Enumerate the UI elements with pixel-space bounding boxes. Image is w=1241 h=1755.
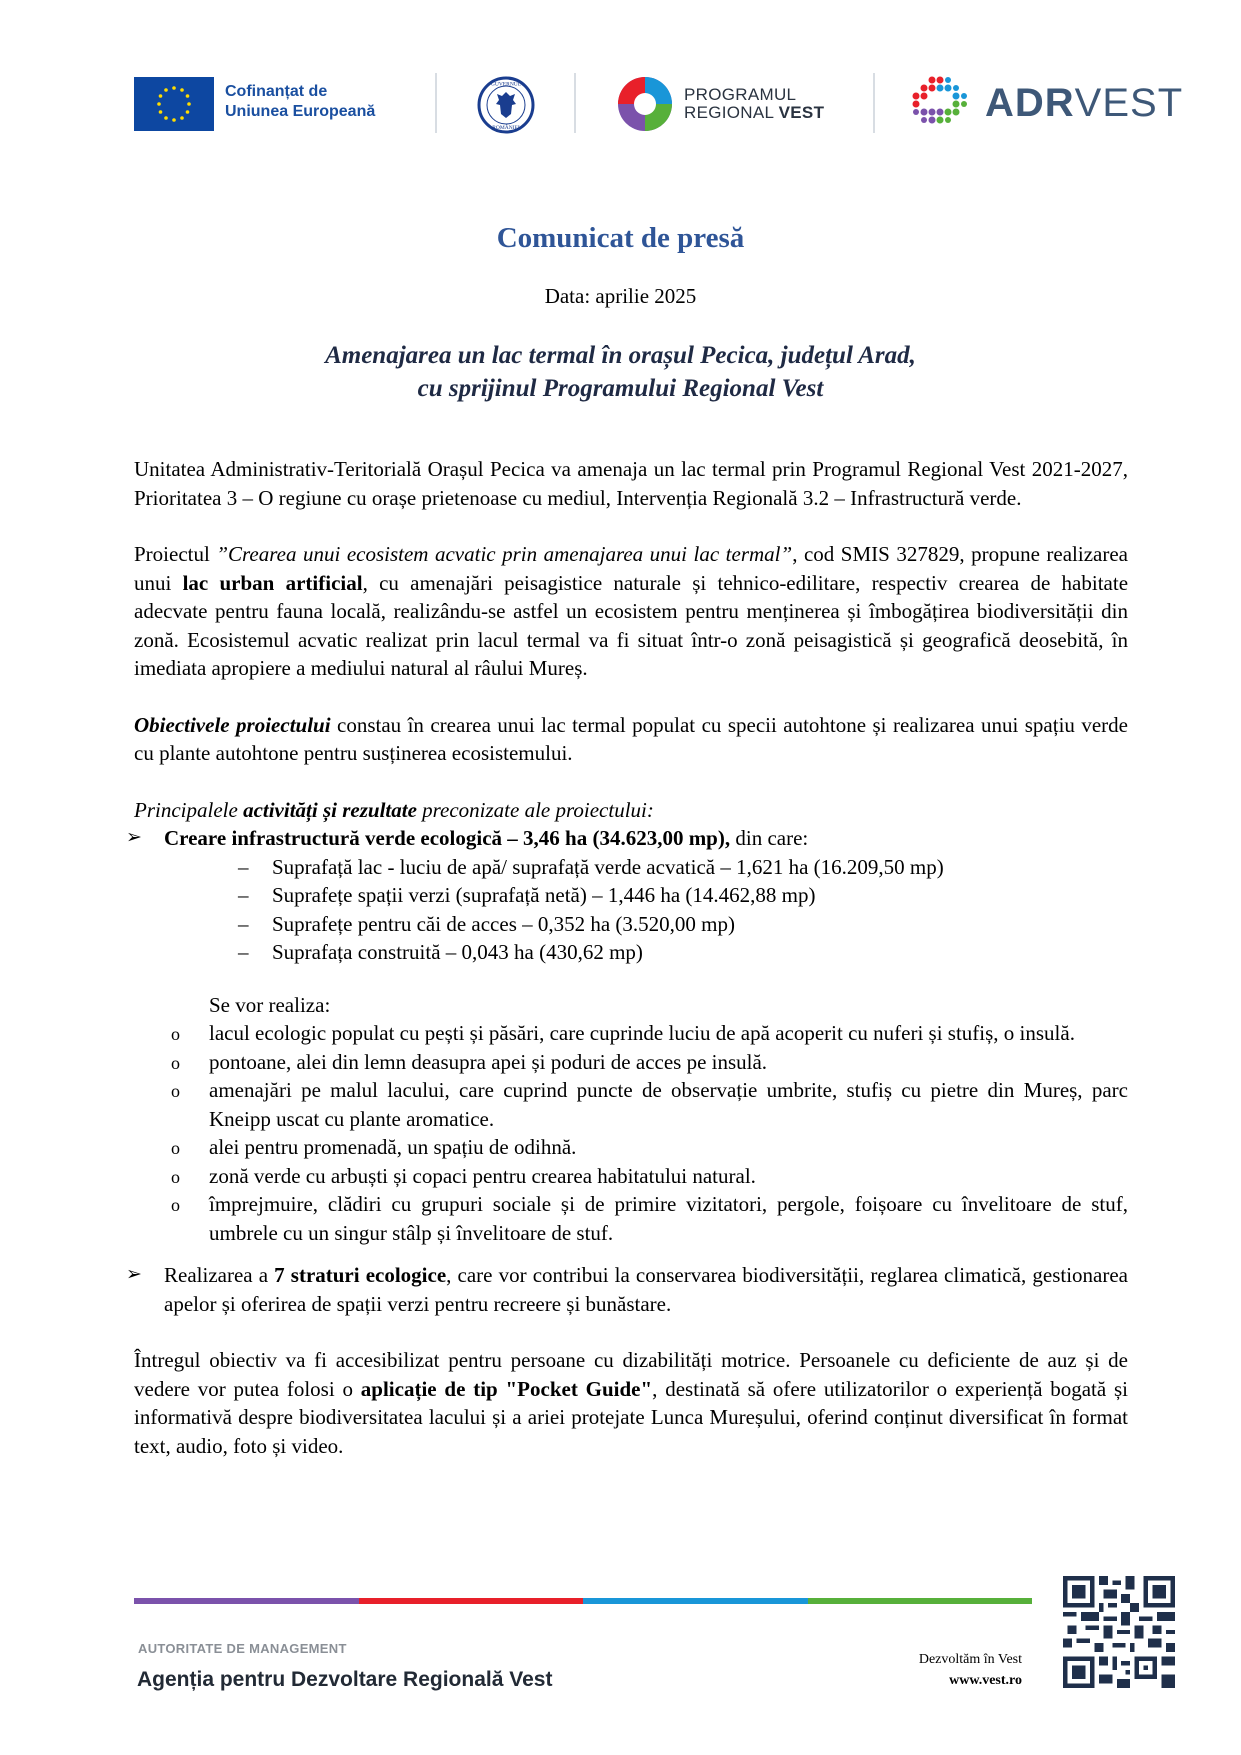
- list-item: [171, 1019, 1128, 1048]
- text: , destinată să ofere utilizatorilor o experiență bogată și informativă despre biodiversitatea lacului și a ariei protejate Lunca Mureșului, oferind conținut diversificat în format text, audio, foto și video.: [134, 1376, 1128, 1458]
- arrow-bullet-icon: ➢: [126, 1264, 142, 1285]
- document-subtitle: [0, 339, 1241, 405]
- prv-text-regional: REGIONAL: [684, 103, 779, 122]
- list-item: [171, 1162, 1128, 1191]
- text: alei pentru promenadă, un spațiu de odihnă.: [209, 1135, 577, 1159]
- text: Proiectul: [134, 542, 217, 566]
- list-item: [238, 910, 1128, 939]
- list-item: [171, 1076, 1128, 1133]
- works-list: [134, 1019, 1128, 1247]
- text: Principalele: [134, 797, 244, 822]
- eu-text-line2: Uniunea Europeană: [225, 103, 376, 120]
- prv-text-vest: VEST: [778, 103, 825, 122]
- list-item: [171, 1048, 1128, 1077]
- dash-bullet-icon: –: [238, 940, 249, 964]
- text: zonă verde cu arbuști și copaci pentru crearea habitatului natural.: [209, 1163, 756, 1188]
- circle-bullet-icon: o: [171, 1024, 180, 1044]
- subtitle-line2: cu sprijinul Programului Regional Vest: [417, 375, 824, 402]
- romanian-government-seal-icon: [477, 76, 535, 134]
- document-body: [126, 455, 1129, 1460]
- document-date: Data: aprilie 2025: [544, 284, 697, 308]
- text: lacul ecologic populat cu pești și păsări, care cuprinde luciu de apă acoperit cu nuferi și stufiș, o insulă.: [209, 1021, 1075, 1045]
- paragraph-accessibility: [134, 1346, 1128, 1460]
- footer-color-bar: [134, 1598, 1032, 1604]
- paragraph-objectives: [134, 711, 1128, 768]
- dash-bullet-icon: –: [238, 883, 249, 907]
- circle-bullet-icon: o: [171, 1166, 180, 1187]
- adr-vest-logo-text: [985, 79, 1183, 127]
- text: Suprafața construită – 0,043 ha (430,62 mp): [272, 940, 643, 964]
- footer-management-label: AUTORITATE DE MANAGEMENT: [138, 1641, 347, 1656]
- list-item: [171, 1190, 1128, 1247]
- emphasis: lac urban artificial: [182, 570, 363, 595]
- text: , cu amenajări peisagistice naturale și tehnico-edilitare, respectiv crearea de habitate adecvate pentru fauna locală, realizându-se astfel un ecosistem pentru menținerea și îmbogățirea biodiversității din zonă. Ecosistemul acvatic realizat prin lacul termal va fi situat într-o zonă peisagistică și geografică deosebită, în imediata apropiere a mediului natural al râului Mureș.: [134, 570, 1129, 680]
- arrow-bullet-icon: ➢: [126, 827, 142, 848]
- list-item: [238, 881, 1128, 910]
- color-bar-purple: [134, 1598, 359, 1604]
- emphasis: activități și rezultate: [243, 797, 417, 822]
- logo-divider: [873, 73, 875, 133]
- svg-text:ROMÂNIEI: ROMÂNIEI: [492, 125, 520, 131]
- eu-cofinancing-text: [225, 82, 375, 122]
- text: Suprafețe spații verzi (suprafață netă) – 1,446 ha (14.462,88 mp): [272, 883, 816, 907]
- list-item: [238, 938, 1128, 967]
- emphasis: aplicație de tip "Pocket Guide": [360, 1376, 653, 1401]
- footer-agency-name: Agenția pentru Dezvoltare Regională Vest: [137, 1668, 553, 1691]
- footer-slogan: Dezvoltăm în Vest: [918, 1652, 1022, 1667]
- activities-intro: [134, 796, 1128, 825]
- text: Întregul obiectiv va fi accesibilizat pentru persoane cu dizabilități motrice. Persoanele cu deficiente de auz și de vedere vor putea folosi o: [134, 1348, 1128, 1401]
- dash-bullet-icon: –: [238, 854, 249, 879]
- circle-bullet-icon: o: [171, 1138, 180, 1158]
- text: din care:: [730, 826, 809, 850]
- list-item: [126, 824, 1128, 853]
- paragraph-intro: Unitatea Administrativ-Teritorială Orașul Pecica va amenaja un lac termal prin Programul Regional Vest 2021-2027, Prioritatea 3 – O regiune cu orașe prietenoase cu mediul, Intervenția Regională 3.2 – Infrastructură verde.: [134, 457, 1128, 510]
- adr-text-bold: ADR: [985, 81, 1075, 125]
- subtitle-line1: Amenajarea un lac termal în orașul Pecica, județul Arad,: [325, 342, 916, 369]
- prv-text-line1: PROGRAMUL: [684, 85, 797, 104]
- color-bar-red: [359, 1598, 584, 1604]
- text: constau în crearea unui lac termal populat cu specii autohtone și realizarea unui spațiu verde cu plante autohtone pentru susținerea ecosistemului.: [134, 712, 1128, 765]
- objectives-label: Obiectivele proiectului: [134, 712, 331, 737]
- text: Suprafață lac - luciu de apă/ suprafață verde acvatică – 1,621 ha (16.209,50 mp): [272, 854, 944, 879]
- text: , cod SMIS 327829, propune realizarea unui: [134, 542, 1128, 595]
- activities-list: [126, 824, 1128, 853]
- qr-code-icon[interactable]: [1063, 1576, 1175, 1688]
- color-bar-green: [808, 1598, 1033, 1604]
- works-intro: Se vor realiza:: [209, 992, 331, 1017]
- project-name: ”Crearea unui ecosistem acvatic prin amenajarea unui lac termal”: [216, 542, 793, 566]
- programul-regional-vest-logo-icon: [617, 76, 673, 132]
- emphasis: 7 straturi ecologice: [274, 1263, 447, 1287]
- area-breakdown-list: [134, 853, 1128, 967]
- text: preconizate ale proiectului:: [416, 797, 654, 822]
- eu-text-line1: Cofinanțat de: [225, 83, 328, 100]
- adr-text-regular: VEST: [1074, 81, 1184, 125]
- eu-flag-icon: [134, 77, 214, 131]
- footer-website-link[interactable]: www.vest.ro: [949, 1673, 1022, 1688]
- text: Realizarea a: [164, 1263, 275, 1287]
- list-item: [126, 1261, 1128, 1318]
- svg-text:GUVERNUL: GUVERNUL: [490, 81, 522, 88]
- list-item: [171, 1133, 1128, 1162]
- circle-bullet-icon: o: [171, 1195, 180, 1215]
- list-item: [238, 853, 1128, 882]
- logo-divider: [574, 73, 576, 133]
- adr-vest-dots-icon: [912, 75, 968, 131]
- circle-bullet-icon: o: [171, 1081, 180, 1101]
- emphasis: Creare infrastructură verde ecologică – 3,46 ha (34.623,00 mp),: [164, 826, 731, 850]
- color-bar-blue: [583, 1598, 808, 1604]
- dash-bullet-icon: –: [238, 911, 249, 936]
- text: , care vor contribui la conservarea biodiversității, reglarea climatică, gestionarea apelor și oferirea de spații verzi pentru recreere și bunăstare.: [164, 1263, 1128, 1316]
- activities-list-2: [126, 1261, 1128, 1318]
- text: Suprafețe pentru căi de acces – 0,352 ha (3.520,00 mp): [272, 911, 736, 936]
- text: împrejmuire, clădiri cu grupuri sociale și de primire vizitatori, pergole, foișoare cu învelitoare de stuf, umbrele cu un singur stâlp și învelitoare de stuf.: [209, 1192, 1128, 1245]
- header-logos: [0, 60, 1241, 150]
- text: amenajări pe malul lacului, care cuprind puncte de observație umbrite, stufiș cu pietre din Mureș, parc Kneipp uscat cu plante aromatice.: [209, 1078, 1128, 1131]
- page-title: Comunicat de presă: [496, 222, 745, 254]
- circle-bullet-icon: o: [171, 1052, 180, 1073]
- logo-divider: [435, 73, 437, 133]
- paragraph-project: [134, 540, 1128, 683]
- text: pontoane, alei din lemn deasupra apei și poduri de acces pe insulă.: [209, 1049, 768, 1074]
- programul-regional-vest-text: [684, 86, 824, 122]
